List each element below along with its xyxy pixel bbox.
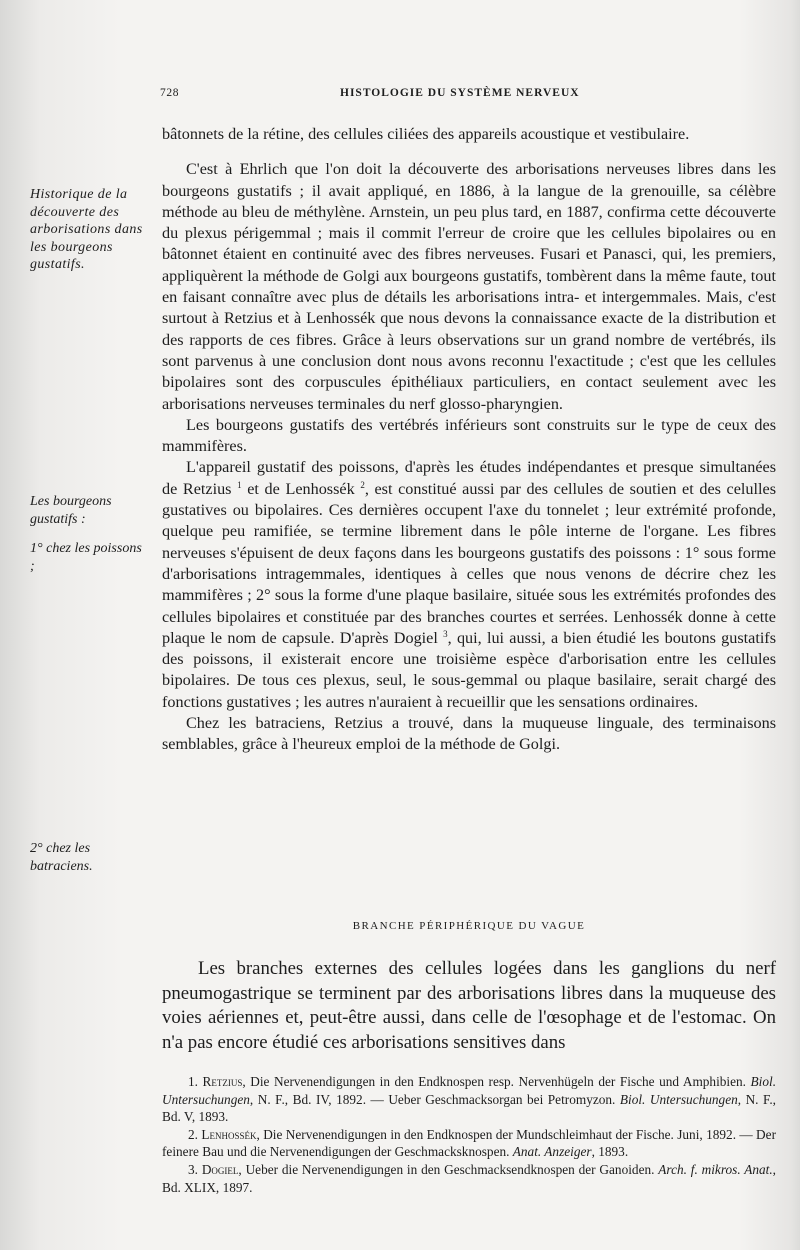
page-header xyxy=(160,87,775,105)
paragraph-poissons xyxy=(162,457,776,713)
margin-note-bourgeons: Les bourgeons gustatifs : xyxy=(30,494,112,527)
section-title: BRANCHE PÉRIPHÉRIQUE DU VAGUE xyxy=(352,920,586,932)
paragraph-ehrlich: C'est à Ehrlich que l'on doit la découverte des arborisations nerveuses libres dans les bourgeons gustatifs ; il avait appliqué, en 1886, à la langue de la grenouille, sa célèbre méthode au bleu de méthylène. Arnstein, un peu plus tard, en 1887, confirma cette découverte du plexus périgemmal ; mais il commit l'erreur de croire que les cellules bipolaires ou en bâtonnet étaient en continuité avec des fibres nerveuses. Fusari et Panasci, qui, les premiers, appliquèrent la méthode de Golgi aux bourgeons gustatifs, tombèrent dans la même faute, tout en faisant connaître avec plus de détails les arborisations intra- et intergemmales. Mais, c'est surtout à Retzius et à Lenhossék que nous devons la connaissance exacte de la distribution et des rapports de ces fibres. Grâce à leurs observations sur un grand nombre de vertébrés, ils sont parvenus à une conclusion dont nous avons reconnu l'exactitude ; c'est que les cellules bipolaires sont des corpuscules épithéliaux particuliers, en contact seulement avec les arborisations nerveuses terminales du nerf glosso-pharyngien. xyxy=(162,160,776,413)
text-run: , Die Nervenendigungen in den Endknospen der Mundschleimhaut der Fische. Juni, 1892. — Der feinere Bau und die Nervenendigungen der Geschmacksknospen. xyxy=(162,1126,776,1160)
margin-note-batraciens: 2° chez les batraciens. xyxy=(30,841,93,874)
paragraph-vague: Les branches externes des cellules logées dans les ganglions du nerf pneumogastrique se terminent par des arborisations libres dans la muqueuse des voies aériennes et, peut-être aussi, dans celle de l'œsophage et de l'estomac. On n'a pas encore étudié ces arborisations sensitives dans xyxy=(162,958,776,1053)
page-number: 728 xyxy=(160,87,180,99)
paragraph-bourgeons: Les bourgeons gustatifs des vertébrés inférieurs sont construits sur le type de ceux des mammifères. xyxy=(162,415,776,456)
journal-title: Anat. Anzeiger xyxy=(512,1144,592,1160)
text-run: , N. F., Bd. IV, 1892. — Ueber Geschmacksorgan bei Petromyzon. xyxy=(249,1091,620,1107)
journal-title: Biol. Untersuchungen xyxy=(619,1091,738,1107)
text-run: , 1893. xyxy=(591,1144,629,1160)
text-run: , Die Nervenendigungen in den Endknospen resp. Nervenhügeln der Fische und Amphibien. xyxy=(242,1074,751,1089)
footnote-ref-1: 1 xyxy=(237,479,242,490)
footnote-author: Retzius xyxy=(202,1074,243,1089)
paragraph-continuation: bâtonnets de la rétine, des cellules ciliées des appareils acoustique et vestibulaire. xyxy=(162,125,690,143)
footnote-number: 3. xyxy=(188,1161,198,1177)
footnote-ref-3: 3 xyxy=(443,628,448,639)
text-run: , Bd. XLIX, 1897. xyxy=(162,1161,776,1195)
footnote-number: 1. xyxy=(188,1074,198,1089)
footnote-author: Dogiel xyxy=(201,1161,239,1177)
paragraph-batraciens: Chez les batraciens, Retzius a trouvé, dans la muqueuse linguale, des terminaisons semblables, grâce à l'heureux emploi de la méthode de Golgi. xyxy=(162,714,776,754)
text-run: , Ueber die Nervenendigungen in den Geschmacksendknospen der Ganoiden. xyxy=(238,1161,659,1177)
footnote-2 xyxy=(162,1126,776,1161)
footnote-author: Lenhossék xyxy=(201,1126,257,1142)
text-run: et de Lenhossék xyxy=(241,479,361,498)
margin-note-historique: Historique de la découverte des arborisations dans les bourgeons gustatifs. xyxy=(30,187,143,272)
text-run: L'appareil gustatif des poissons, d'après les études indépendantes et presque simultanées de Retzius xyxy=(162,458,776,498)
footnote-1 xyxy=(162,1073,776,1126)
text-run: , qui, lui aussi, a bien étudié les boutons gustatifs des poissons, il existerait encore une troisième espèce d'arborisation entre les cellules bipolaires. De tous ces plexus, seul, le sous-gemmal ou plaque basilaire, serait chargé des fonctions gustatives ; les autres n'auraient à recueillir que les sensations ordinaires. xyxy=(162,628,777,711)
footnote-number: 2. xyxy=(188,1126,198,1142)
footnote-3 xyxy=(162,1161,776,1196)
section-text-block xyxy=(162,957,776,1055)
journal-title: Arch. f. mikros. Anat. xyxy=(658,1161,773,1177)
footnotes xyxy=(162,1073,776,1196)
text-run: , N. F., Bd. V, 1893. xyxy=(162,1091,776,1125)
running-head: HISTOLOGIE DU SYSTÈME NERVEUX xyxy=(340,87,580,99)
text-run: , est constitué aussi par des cellules de soutien et des celulles gustatives ou bipolaires. Ces dernières occupent l'axe du tonnelet ; leur extrémité profonde, quelque peu ramifiée, se termine librement dans le pôle interne de l'organe. Les fibres nerveuses s'épuisent de deux façons dans les bourgeons gustatifs des poissons : 1° sous forme d'arborisations intragemmales, identiques à celles que nous venons de décrire chez les mammifères ; 2° sous la forme d'une plaque basilaire, située sous les extrémités profondes des cellules bipolaires et constituée par des branches courtes et serrées. Lenhossék donne à cette plaque le nom de capsule. D'après Dogiel xyxy=(162,479,776,647)
main-text-block xyxy=(162,124,776,756)
margin-note-poissons: 1° chez les poissons ; xyxy=(30,541,142,574)
footnote-ref-2: 2 xyxy=(360,479,365,490)
journal-title: Biol. Untersuchungen xyxy=(162,1074,777,1107)
